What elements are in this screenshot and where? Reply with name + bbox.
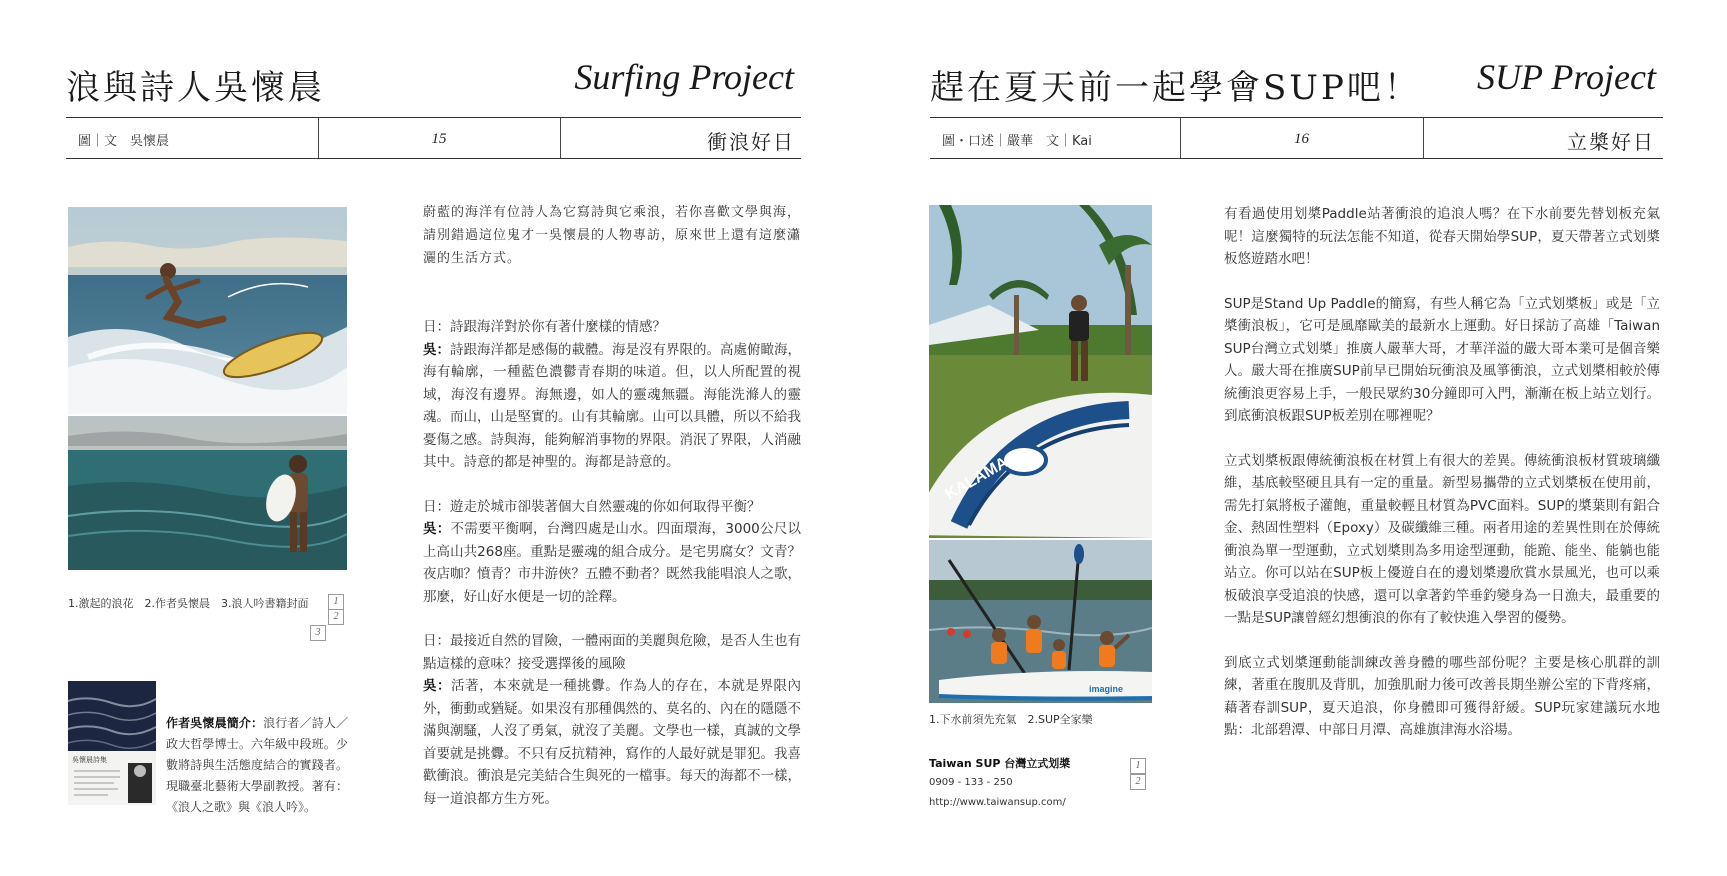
left-photo-index-box-1: 1 (328, 594, 344, 610)
surfer-wave-illustration (68, 207, 347, 414)
right-paragraph-3: 立式划槳板跟傳統衝浪板在材質上有很大的差異。傳統衝浪板材質玻璃纖維，基底較堅硬且具有一定的重量。新型易攜帶的立式划槳板在使用前，需先打氣將板子灌飽，重量較輕且材質為PVC面料。SUP的槳葉則有鋁合金、熱固性塑料（Epoxy）及碳纖維三種。兩者用途的差異性則在於傳統衝浪為單一型運動，立式划槳則為多用途型運動，能跪、能坐、能躺也能站立。你可以站在SUP板上優遊自在的邊划槳邊欣賞水景風光，也可以乘板破浪享受追浪的快感，還可以拿著釣竿垂釣變身為一日漁夫，最重要的一點是SUP讓曾經幻想衝浪的你有了較快進入學習的優勢。 (1224, 452, 1660, 626)
left-qa-block (423, 316, 801, 832)
left-intro-paragraph: 蔚藍的海洋有位詩人為它寫詩與它乘浪，若你喜歡文學與海，請別錯過這位鬼才一吳懷晨的人物專訪，原來世上還有這麼瀟灑的生活方式。 (423, 205, 802, 266)
board-brand-text-2: imagine (1089, 684, 1124, 694)
qa-answer-3: 活著，本來就是一種挑釁。作為人的存在，本就是界限內外，衝動或猶疑。如果沒有那種偶然的、莫名的、內在的隱隱不滿與潮騷，人沒了勇氣，就沒了美麗。文學也一樣，真誠的文學首要就是挑釁。不只有反抗精神，寫作的人最好就是罪犯。我喜歡衝浪。衝浪是完美結合生與死的一檔事。每天的海都不一樣，每一道浪都方生方死。 (423, 678, 802, 807)
right-paragraph-4: 到底立式划槳運動能訓練改善身體的哪些部份呢？主要是核心肌群的訓練，著重在腹肌及背肌，加強肌耐力後可改善長期坐辦公室的下背疼痛，藉著春訓SUP，夏天追浪，你身體即可獲得舒緩。SUP玩家建議玩水地點：北部碧潭、中部日月潭、高雄旗津海水浴場。 (1224, 654, 1660, 738)
left-photo-caption: 1.激起的浪花 2.作者吳懷晨 3.浪人吟書籍封面 (68, 597, 309, 610)
author-bio-text: 浪行者／詩人／政大哲學博士。六年級中段班。少數將詩與生活態度結合的實踐者。現職臺北藝術大學副教授。著有：《浪人之歌》與《浪人吟》。 (166, 716, 348, 814)
sup-family-illustration (929, 540, 1152, 703)
contact-phone: 0909 - 133 - 250 (929, 777, 1013, 788)
left-header-divider-2 (560, 118, 561, 158)
qa-question-1: 日：詩跟海洋對於你有著什麼樣的情感？ (423, 319, 666, 335)
right-article-body (1224, 203, 1660, 764)
sup-inflation-photo (929, 205, 1152, 538)
book-cover-illustration (68, 681, 156, 805)
sup-board-illustration (929, 205, 1152, 538)
qa-item-2 (423, 496, 801, 609)
qa-item-3 (423, 630, 801, 810)
qa-item-1 (423, 316, 801, 474)
contact-url[interactable]: http://www.taiwansup.com/ (929, 797, 1066, 808)
author-bio-label: 作者吳懷晨簡介： (166, 716, 264, 730)
contact-name: Taiwan SUP 台灣立式划槳 (929, 757, 1071, 770)
right-paragraph-1: 有看過使用划槳Paddle站著衝浪的追浪人嗎？在下水前要先替划板充氣呢！這麼獨特的玩法怎能不知道，從春天開始學SUP，夏天帶著立式划槳板悠遊踏水吧！ (1224, 206, 1660, 267)
right-page-number: 16 (1294, 131, 1309, 147)
left-section-name: 衝浪好日 (707, 130, 795, 154)
author-bio (166, 713, 348, 818)
qa-answer-label-3: 吳： (423, 678, 452, 694)
right-project-label: SUP Project (1477, 57, 1656, 97)
right-photo-index-box-1: 1 (1130, 758, 1146, 774)
author-portrait-photo (68, 416, 347, 570)
right-header-bottom-rule (930, 158, 1663, 159)
left-header-top-rule (66, 117, 801, 118)
right-header-divider-2 (1423, 118, 1424, 158)
left-article-title: 浪與詩人吳懷晨 (66, 68, 325, 108)
qa-question-3: 日：最接近自然的冒險，一體兩面的美麗與危險，是否人生也有點這樣的意味？接受選擇後的風險 (423, 633, 801, 672)
sup-family-photo (929, 540, 1152, 703)
author-sea-illustration (68, 416, 347, 570)
book-cover-title: 吳懷晨詩集 (72, 756, 107, 764)
right-section-name: 立槳好日 (1567, 130, 1655, 154)
left-page-number: 15 (431, 131, 447, 147)
left-photo-index-box-2: 2 (328, 609, 344, 625)
qa-answer-2: 不需要平衡啊，台灣四處是山水。四面環海，3000公尺以上高山共268座。重點是靈魂的組合成分。是宅男腐女？文青？夜店咖？憤青？市井游俠？五體不動者？既然我能唱浪人之歌，那麼，好山好水便是一切的詮釋。 (423, 521, 802, 605)
left-project-label: Surfing Project (574, 57, 794, 97)
qa-question-2: 日：遊走於城市卻裝著個大自然靈魂的你如何取得平衡？ (423, 498, 761, 515)
qa-answer-label-2: 吳： (423, 521, 451, 537)
right-credit: 圖・口述｜嚴華 文｜Kai (942, 134, 1092, 149)
left-credit: 圖｜文 吳懷晨 (78, 134, 170, 149)
left-header-bottom-rule (66, 158, 801, 159)
book-cover-image (68, 681, 156, 805)
surfer-wave-photo (68, 207, 347, 414)
right-header-top-rule (930, 117, 1663, 118)
right-paragraph-2: SUP是Stand Up Paddle的簡寫，有些人稱它為「立式划槳板」或是「立槳衝浪板」，它可是風靡歐美的最新水上運動。好日採訪了高雄「Taiwan SUP台灣立式划槳」推廣人嚴華大哥，才華洋溢的嚴大哥本業可是個音樂人。嚴大哥在推廣SUP前早已開始玩衝浪及風箏衝浪，立式划槳相較於傳統衝浪更容易上手，一般民眾約30分鐘即可入門，漸漸在板上站立划行。到底衝浪板跟SUP板差別在哪裡呢？ (1224, 295, 1660, 424)
right-photo-index-box-2: 2 (1130, 774, 1146, 790)
board-brand-text: KALAMA (942, 454, 1012, 504)
left-photo-index-box-3: 3 (310, 625, 326, 641)
right-article-title: 趕在夏天前一起學會SUP吧！ (930, 68, 1421, 108)
qa-answer-label-1: 吳： (423, 341, 450, 358)
right-photo-caption: 1.下水前須先充氣 2.SUP全家樂 (929, 713, 1093, 726)
qa-answer-1: 詩跟海洋都是感傷的載體。海是沒有界限的。高處俯瞰海，海有輪廓，一種藍色濃鬱青春期的味道。但，以人所配置的視域，海沒有邊界。海無邊，如人的靈魂無疆。海能洗滌人的靈魂。而山，山是堅實的。山有其輪廓。山可以具體，所以不給我憂傷之感。詩與海，能夠解消事物的界限。消泯了界限，人消融其中。詩意的都是神聖的。海都是詩意的。 (423, 341, 801, 470)
